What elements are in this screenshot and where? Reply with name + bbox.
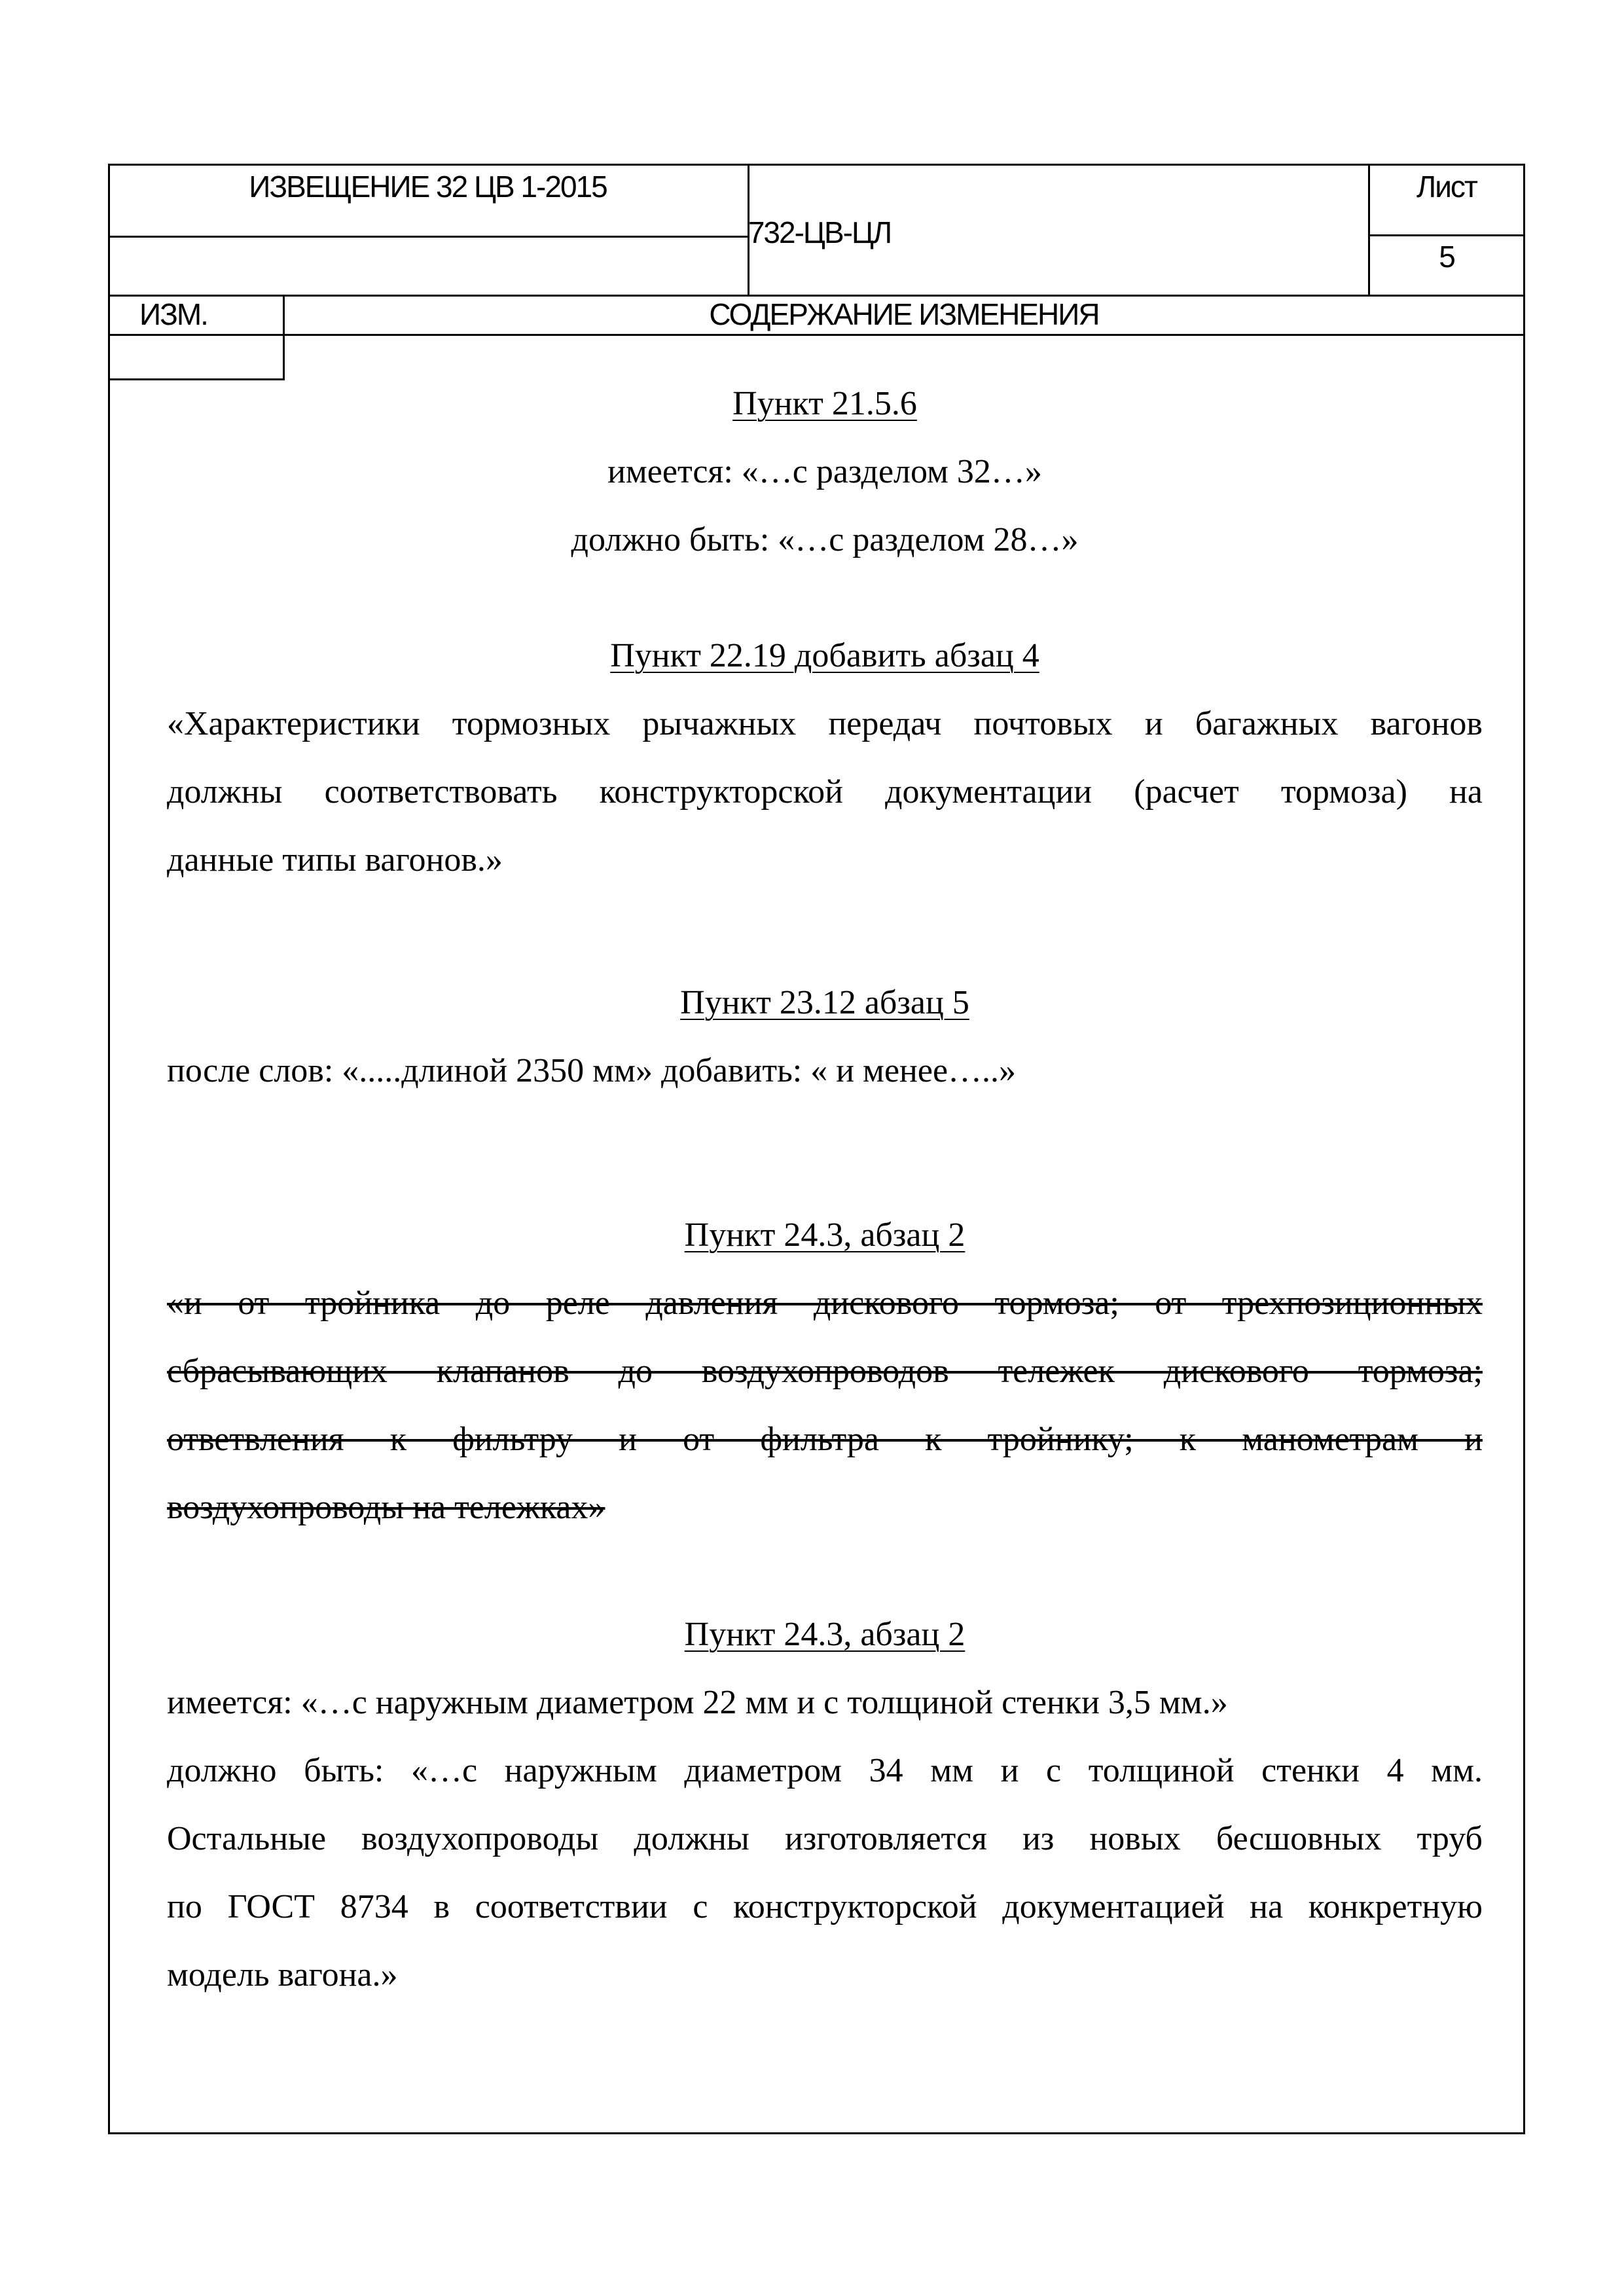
existing-text: имеется: «…с наружным диаметром 22 мм и с толщиной стенки 3,5 мм.» bbox=[167, 1684, 1228, 1721]
document-code: 732-ЦВ-ЦЛ bbox=[748, 215, 892, 249]
paragraph-line: данные типы вагонов.» bbox=[167, 841, 503, 879]
struck-line: ответвления к фильтру и от фильтра к тройнику; к манометрам и bbox=[167, 1421, 1483, 1458]
sheet-label: Лист bbox=[1416, 170, 1477, 204]
section-heading: Пункт 21.5.6 bbox=[732, 385, 917, 422]
paragraph-line: должно быть: «…с наружным диаметром 34 мм и с толщиной стенки 4 мм. bbox=[167, 1752, 1483, 1789]
paragraph-line: после слов: «.....длиной 2350 мм» добавить: « и менее…..» bbox=[167, 1052, 1017, 1089]
section-heading: Пункт 23.12 абзац 5 bbox=[680, 984, 969, 1021]
paragraph-line: модель вагона.» bbox=[167, 1956, 398, 1994]
struck-line: «и от тройника до реле давления дискового тормоза; от трехпозиционных bbox=[167, 1285, 1483, 1322]
notice-number: ИЗВЕЩЕНИЕ 32 ЦВ 1-2015 bbox=[249, 170, 607, 204]
header-divider-horizontal-2 bbox=[108, 334, 1525, 336]
struck-line: воздухопроводы на тележках» bbox=[167, 1489, 605, 1526]
section-23-12 bbox=[167, 969, 1483, 1105]
section-21-5-6 bbox=[167, 370, 1483, 574]
section-heading: Пункт 24.3, абзац 2 bbox=[684, 1616, 965, 1653]
section-heading: Пункт 24.3, абзац 2 bbox=[684, 1216, 965, 1254]
content-label: СОДЕРЖАНИЕ ИЗМЕНЕНИЯ bbox=[709, 297, 1099, 331]
section-22-19 bbox=[167, 622, 1483, 894]
paragraph-line: «Характеристики тормозных рычажных передач почтовых и багажных вагонов bbox=[167, 705, 1483, 742]
struck-line: сбрасывающих клапанов до воздухопроводов тележек дискового тормоза; bbox=[167, 1353, 1483, 1390]
paragraph-line: Остальные воздухопроводы должны изготовляется из новых бесшовных труб bbox=[167, 1820, 1483, 1857]
sheet-number: 5 bbox=[1439, 240, 1454, 274]
section-heading: Пункт 22.19 добавить абзац 4 bbox=[610, 637, 1039, 674]
change-label: ИЗМ. bbox=[139, 297, 208, 331]
section-24-3-deleted bbox=[167, 1201, 1483, 1542]
section-24-3-diameter bbox=[167, 1601, 1483, 2009]
header-divider-horizontal-right bbox=[1368, 234, 1525, 236]
existing-text: имеется: «…с разделом 32…» bbox=[607, 453, 1042, 490]
paragraph-line: должны соответствовать конструкторской документации (расчет тормоза) на bbox=[167, 773, 1483, 811]
paragraph-line: по ГОСТ 8734 в соответствии с конструкторской документацией на конкретную bbox=[167, 1888, 1483, 1925]
header-divider-horizontal-left bbox=[108, 236, 748, 238]
corrected-text: должно быть: «…с разделом 28…» bbox=[571, 521, 1079, 558]
